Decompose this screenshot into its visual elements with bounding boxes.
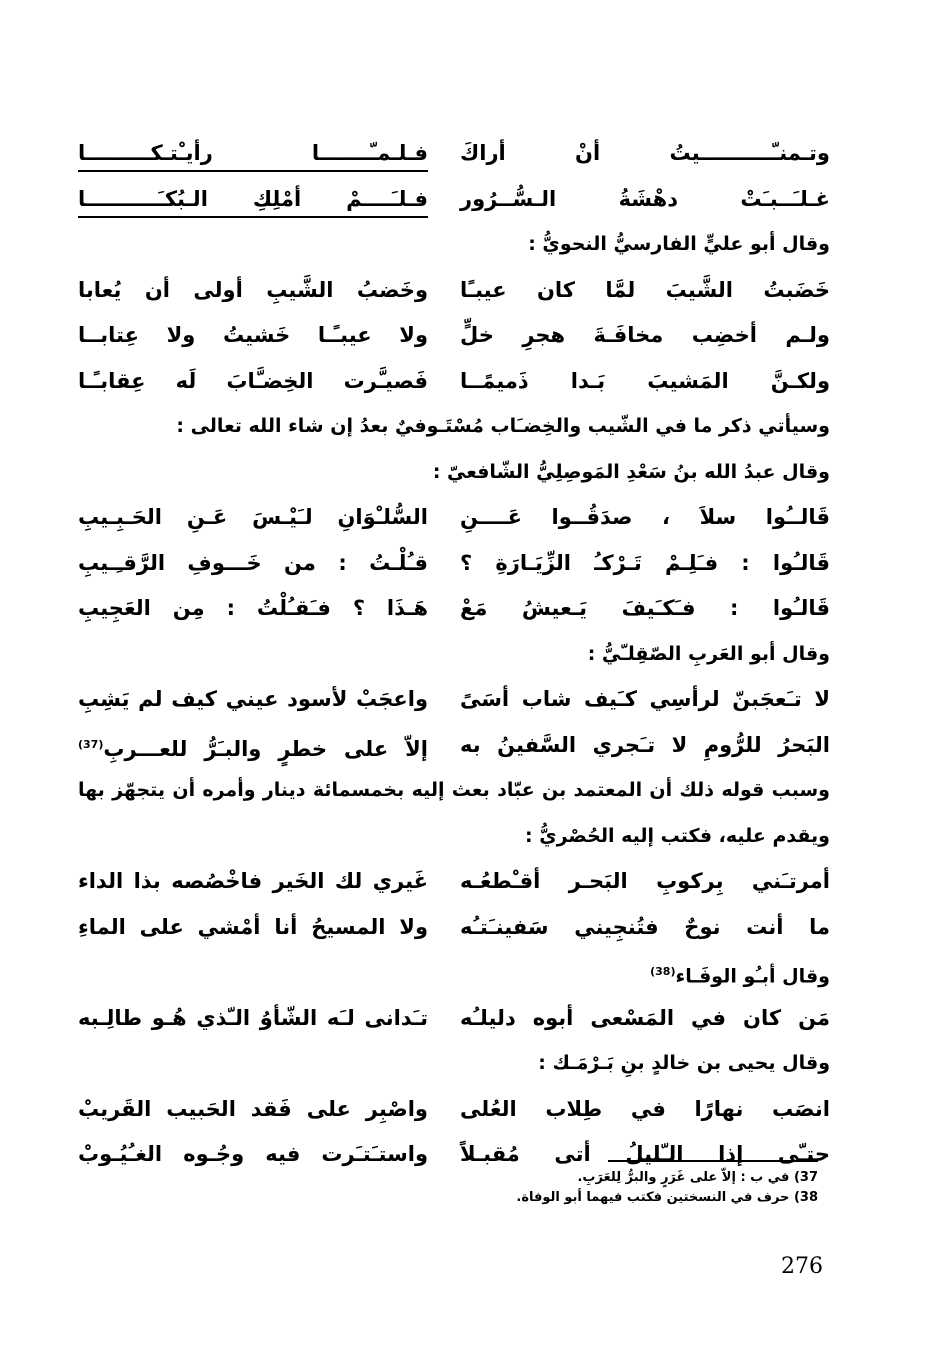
- verse-first-hemistich: ما أنت نوحٌ فتُنجِيني سَفينـَتـُه: [460, 914, 830, 939]
- prose-content: وقال أبـُو الوفَـاء: [675, 965, 830, 988]
- verse-line: [78, 496, 830, 542]
- verse-second-hemistich: [78, 1001, 428, 1035]
- hemistich-text: هَـذَا ؟ فـَقـُلْتُ : مِن العَجِيبِ: [78, 596, 428, 620]
- prose-content: وقال أبو عليٍّ الفارسيُّ النحويُّ :: [528, 233, 830, 255]
- prose-line: [78, 451, 830, 497]
- hemistich-text: ولا عيبـًـا خَشيتُ ولا عِتابــا: [78, 323, 428, 347]
- footnote-37: 37) في ب : إلاّ على غَرَرٍ والبرُّ لِلعَرَبِ.: [577, 1170, 818, 1185]
- verse-second-hemistich: [78, 182, 428, 218]
- hemistich-text: إلاّ على خطرٍ والبـَرُّ للعـــربِ: [103, 736, 428, 761]
- verse-line: [78, 132, 830, 178]
- verse-first-hemistich: مَن كان في المَسْعى أبوه دليلـُه: [460, 1005, 830, 1030]
- verse-line: [78, 997, 830, 1043]
- hemistich-text: غَيري لك الخَير فاخْصُصه بذا الداء: [78, 869, 428, 893]
- verse-second-hemistich: [78, 136, 428, 172]
- verse-first-hemistich: ولكـنَّ المَشيبَ بَـدا ذَميمًــا: [460, 368, 830, 393]
- verse-line: [78, 724, 830, 770]
- prose-content: وسبب قوله ذلك أن المعتمد بن عبّاد بعث إليه بخمسمائة دينار وأمره أن يتجهّز بها: [78, 779, 830, 801]
- prose-line: [78, 1042, 830, 1088]
- verse-line: [78, 906, 830, 952]
- hemistich-text: وخَضبُ الشَّيبِ أولى أن يُعابا: [78, 277, 428, 302]
- verse-second-hemistich: [78, 728, 428, 766]
- verse-second-hemistich: [78, 500, 428, 534]
- footnote-38: 38) حرف في النسختين فكتب فيهما أبو الوفاة.: [516, 1190, 818, 1205]
- verse-first-hemistich: قَالــُوا سلاَ ، صدَقُــوا عَــــنِ: [460, 505, 830, 529]
- verse-second-hemistich: [78, 864, 428, 898]
- verse-line: [78, 542, 830, 588]
- verse-second-hemistich: [78, 1092, 428, 1126]
- verse-line: [78, 860, 830, 906]
- prose-text: [525, 819, 830, 853]
- verse-first-hemistich: حتـّى إذا الـّليلُ أتى مُقبـلاً: [460, 1142, 830, 1166]
- verse-line: [78, 178, 830, 224]
- hemistich-text: فـلـمـّـــــــا رأيـْتـكـــــــــا: [78, 141, 428, 165]
- prose-text: [78, 773, 830, 807]
- prose-line: [78, 769, 830, 815]
- verse-second-hemistich: [78, 546, 428, 580]
- verse-first-hemistich: قَالـُوا : فـَكـَيفَ يَـعيشُ مَعْ: [460, 596, 830, 620]
- verse-first-hemistich: خَضَبتُ الشَّيبَ لمَّا كان عيبـًا: [460, 277, 830, 302]
- hemistich-text: قـُلْـتُ : من خَـــوفِ الرَّقـِـيبِ: [78, 550, 428, 575]
- prose-text: [176, 409, 830, 443]
- verse-first-hemistich: قَالـُوا : فـَلِـمْ تَـرْكـُ الزِّيَـارَةِ ؟: [460, 550, 830, 575]
- hemistich-text: ولا المسيحُ أنا أمْشي على الماءِ: [78, 914, 428, 939]
- verse-first-hemistich: انصَب نهارًا في طِلاب العُلى: [460, 1096, 830, 1121]
- footnotes: [398, 1168, 818, 1208]
- verse-second-hemistich: [78, 273, 428, 307]
- footnote-separator: [608, 1160, 818, 1162]
- verse-second-hemistich: [78, 682, 428, 716]
- prose-line: [78, 951, 830, 997]
- verse-line: [78, 678, 830, 724]
- verse-line: [78, 587, 830, 633]
- prose-text: [528, 227, 830, 261]
- prose-line: [78, 633, 830, 679]
- prose-content: وقال عبدُ الله بنُ سَعْدِ المَوصِلِيُّ الشّافعيّ :: [432, 460, 830, 483]
- verse-second-hemistich: [78, 364, 428, 398]
- footnote-marker: (37): [78, 737, 104, 751]
- hemistich-text: واستـَتـَرت فيه وجُـوه الغـُيُـوبْ: [78, 1142, 428, 1166]
- verse-second-hemistich: [78, 910, 428, 944]
- hemistich-text: فـلـَــــمْ أمْلِكِ الـبُكـَــــــــــا: [78, 186, 428, 211]
- prose-line: [78, 405, 830, 451]
- verse-second-hemistich: [78, 591, 428, 625]
- prose-text: [588, 637, 830, 671]
- prose-content: وقال أبو العَربِ الصّقِلـّيُّ :: [587, 642, 830, 665]
- verse-first-hemistich: وتـمنـّــــــــــيتُ أنْ أراكَ: [460, 141, 830, 165]
- verse-second-hemistich: [78, 318, 428, 352]
- prose-content: ويقدم عليه، فكتب إليه الحُصْريُّ :: [524, 824, 830, 847]
- verse-first-hemistich: ولـم أخضِب مخافَـةَ هجرِ خلٍّ: [460, 323, 830, 347]
- verse-line: [78, 269, 830, 315]
- verse-first-hemistich: غـلـَــبـَتْ دهْشَةُ الـسُّــرُور: [460, 186, 830, 211]
- prose-text: [433, 455, 830, 489]
- hemistich-text: فَصيـَّرت الخِضـَّابَ لَه عِقابـًـا: [78, 368, 428, 393]
- prose-content: وسيأتي ذكر ما في الشّيب والخِضـَاب مُسْتَـوفيٌ بعدُ إن شاء الله تعالى :: [176, 415, 830, 437]
- verse-line: [78, 360, 830, 406]
- prose-line: [78, 815, 830, 861]
- verse-first-hemistich: لا تـَعجَبنّ لرأسِي كـَيف شاب أسَىً: [460, 687, 830, 711]
- prose-line: [78, 223, 830, 269]
- hemistich-text: واصْبِر على فَقد الحَبيب القَريبْ: [78, 1096, 428, 1121]
- verse-second-hemistich: [78, 1137, 428, 1171]
- prose-text: [538, 1046, 830, 1080]
- footnote-marker: (38): [650, 965, 676, 978]
- hemistich-text: واعجَبْ لأسود عيني كيف لم يَشِبِ: [78, 687, 428, 711]
- hemistich-text: تـَدانى لـَه الشّأوُ الـّذي هُـو طالِـبه: [78, 1005, 428, 1030]
- prose-text: [650, 955, 830, 993]
- prose-content: وقال يحيى بن خالدٍ بنِ بَـرْمَـك :: [538, 1052, 830, 1074]
- verse-line: [78, 314, 830, 360]
- hemistich-text: السُّلـْوَانِ لـَيْـسَ عَـنِ الحَـبِـيبِ: [78, 505, 428, 529]
- verse-line: [78, 1088, 830, 1134]
- verse-first-hemistich: أمرتـَني بِركوبِ البَحـر أقـْطعُـه: [460, 869, 830, 893]
- verse-first-hemistich: البَحرُ للرُّومِ لا تـَجري السَّفينُ به: [460, 732, 830, 757]
- page-number: 276: [781, 1254, 823, 1279]
- main-text: [78, 132, 830, 1179]
